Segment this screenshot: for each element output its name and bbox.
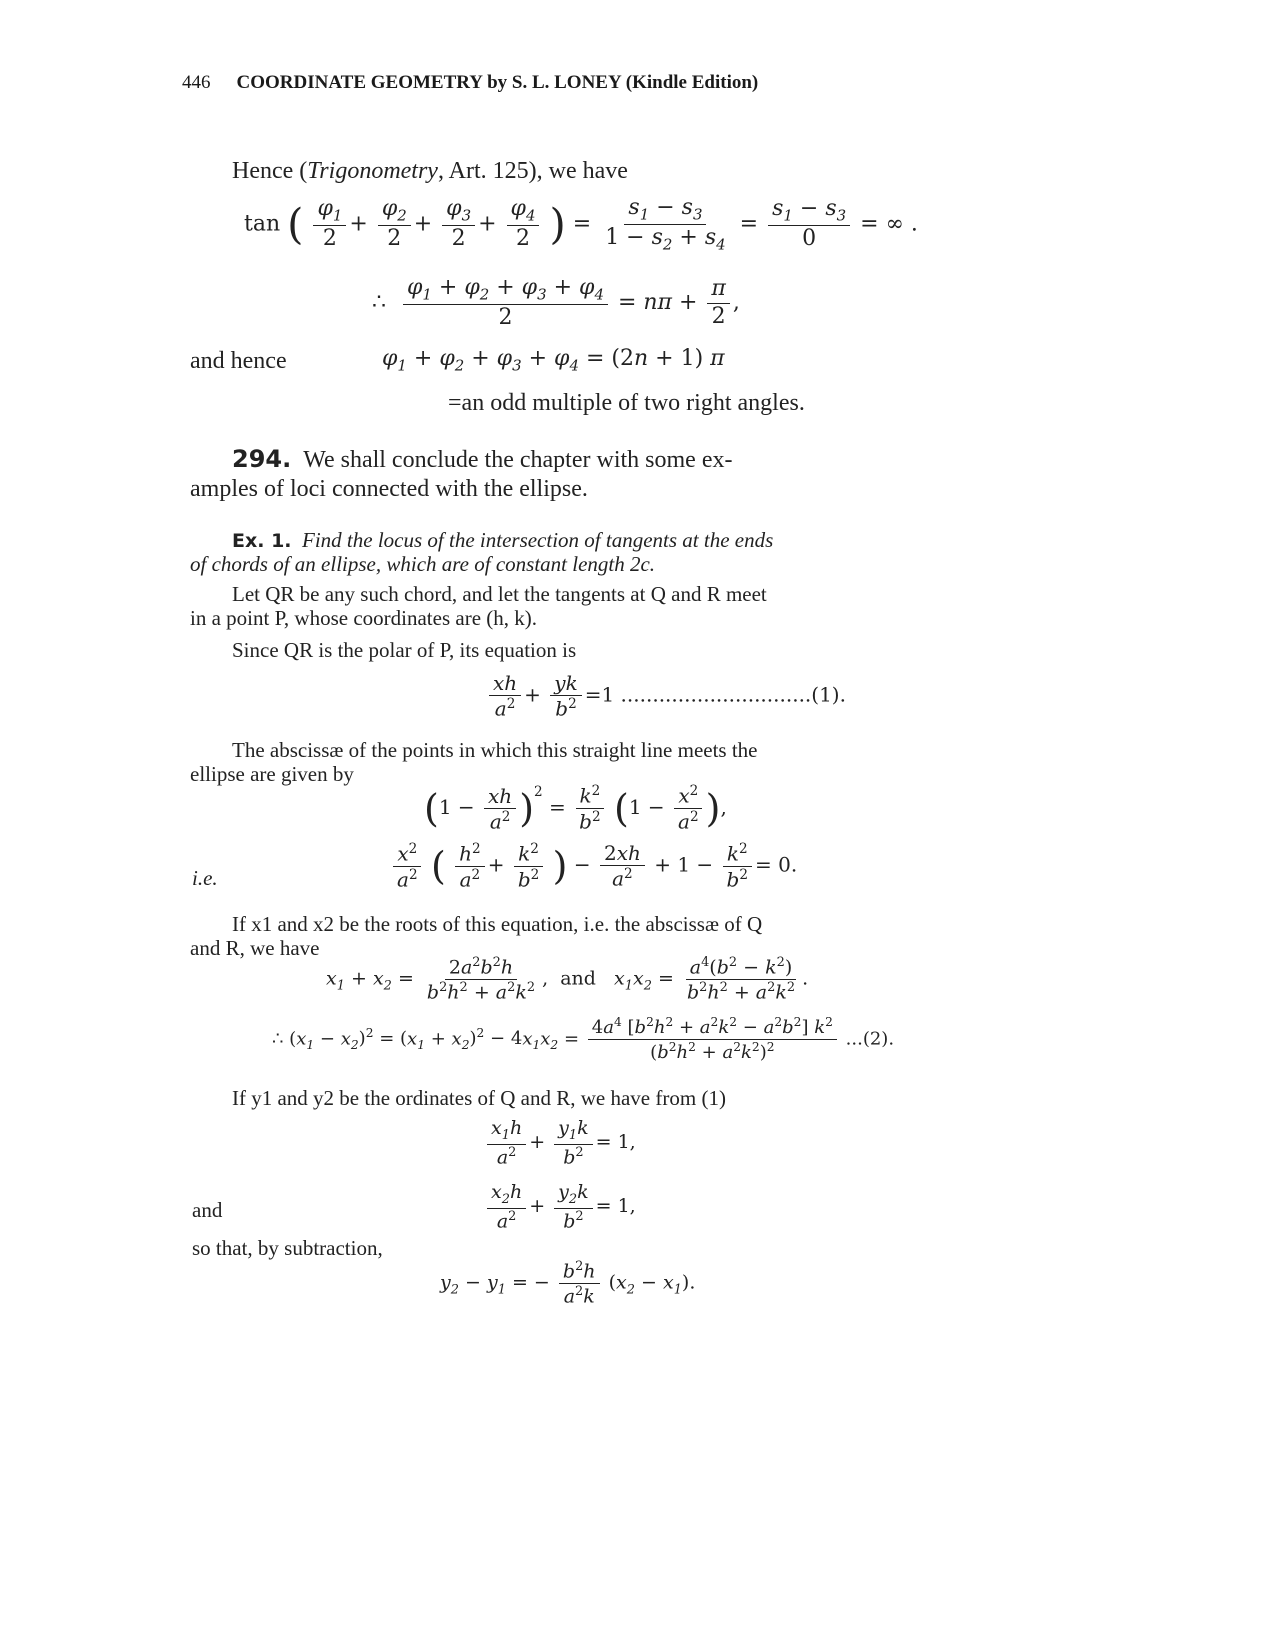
tan-equation: tan ( $\frac{\varphi_1}{2}$ + $\frac{\varphi_2}{2}$ + $\frac{\varphi_3}{2}$ + $\frac{\varphi_4}{2}$ ) = $\frac{s_1 - s_3}{1 - s_2 + s_4}$ = $\frac{s_1 - s_3}{0}$ = ∞ . bbox=[244, 195, 918, 254]
hence-line: Hence (Trigonometry, Art. 125), we have bbox=[232, 158, 628, 184]
abscissae-line1: The abscissæ of the points in which this straight line meets the bbox=[232, 738, 758, 762]
equation-1: $\frac{xh}{a^2}$ + $\frac{yk}{b^2}$ =1 ..............................(1). bbox=[486, 672, 846, 720]
page-header bbox=[182, 72, 758, 94]
ordinates-line: If y1 and y2 be the ordinates of Q and R, we have from (1) bbox=[232, 1086, 726, 1110]
let-line1: Let QR be any such chord, and let the tangents at Q and R meet bbox=[232, 582, 767, 606]
example-1-line1: Ex. 1. Find the locus of the intersection of tangents at the ends bbox=[232, 528, 774, 552]
and-hence-label: and hence bbox=[190, 348, 287, 374]
roots-sum-product: $x_1 + x_2$ = $\frac{2a^2b^2h}{b^2h^2 + a^2k^2}$ , and $x_1x_2$ = $\frac{a^4(b^2 - k^2)}{b^2h^2 + a^2k^2}$ . bbox=[326, 955, 809, 1004]
and-label: and bbox=[192, 1198, 223, 1222]
let-line2: in a point P, whose coordinates are (h, k). bbox=[190, 606, 538, 630]
page-number: 446 bbox=[182, 72, 211, 93]
section-number: 294. bbox=[232, 445, 292, 473]
ordinate-equation-1: $\frac{x_1h}{a^2}$ + $\frac{y_1k}{b^2}$ = 1, bbox=[484, 1118, 636, 1168]
odd-multiple-line: =an odd multiple of two right angles. bbox=[448, 390, 805, 416]
equation-2: ∴ $(x_1 - x_2)^2 = (x_1 + x_2)^2 - 4x_1x_2$ = $\frac{4a^4 [b^2h^2 + a^2k^2 - a^2b^2] k^2}{(b^2h^2 + a^2k^2)^2}$ ...(2). bbox=[272, 1015, 895, 1063]
abscissa-equation-a: (1 − $\frac{xh}{a^2}$ )$^2$ = $\frac{k^2}{b^2}$ (1 − $\frac{x^2}{a^2}$ ), bbox=[424, 783, 727, 834]
abscissa-equation-b: $\frac{x^2}{a^2}$ ( $\frac{h^2}{a^2}$ + $\frac{k^2}{b^2}$ ) − $\frac{2xh}{a^2}$ + 1 − $\frac{k^2}{b^2}$ = 0. bbox=[390, 842, 797, 890]
ie-label: i.e. bbox=[192, 866, 218, 890]
example-1-line2: of chords of an ellipse, which are of constant length 2c. bbox=[190, 552, 656, 576]
final-equation: $y_2 - y_1$ = − $\frac{b^2h}{a^2k}$ $(x_2 - x_1)$. bbox=[440, 1259, 696, 1308]
abscissae-line2: ellipse are given by bbox=[190, 762, 354, 786]
section-294-line2: amples of loci connected with the ellipse. bbox=[190, 476, 588, 502]
subtraction-line: so that, by subtraction, bbox=[192, 1236, 383, 1260]
roots-line1: If x1 and x2 be the roots of this equation, i.e. the abscissæ of Q bbox=[232, 912, 763, 936]
roots-line2: and R, we have bbox=[190, 936, 320, 960]
example-label: Ex. 1. bbox=[232, 530, 292, 552]
sum-equation: $\varphi_1 + \varphi_2 + \varphi_3 + \varphi_4 = (2n + 1)$ π bbox=[382, 346, 725, 375]
book-title: COORDINATE GEOMETRY by S. L. LONEY (Kindle Edition) bbox=[236, 72, 759, 93]
since-line: Since QR is the polar of P, its equation is bbox=[232, 638, 577, 662]
section-294-line1: 294. We shall conclude the chapter with some ex- bbox=[232, 445, 733, 473]
ordinate-equation-2: $\frac{x_2h}{a^2}$ + $\frac{y_2k}{b^2}$ = 1, bbox=[484, 1182, 636, 1232]
therefore-equation: ∴ $\frac{\varphi_1 + \varphi_2 + \varphi_3 + \varphi_4}{2}$ = nπ + $\frac{\pi}{2}$ , bbox=[372, 275, 740, 330]
